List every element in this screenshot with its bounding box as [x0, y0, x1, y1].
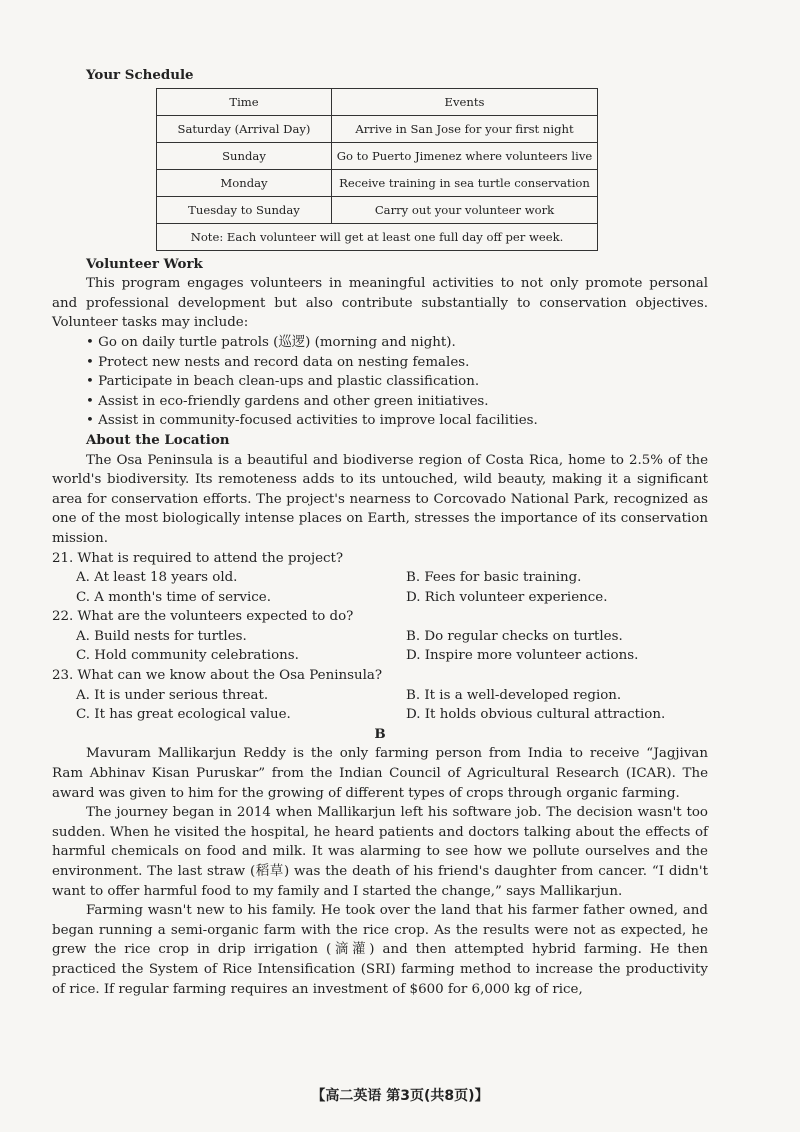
time-cell: Tuesday to Sunday — [157, 196, 332, 223]
time-cell: Saturday (Arrival Day) — [157, 115, 332, 142]
passage-paragraph: Farming wasn't new to his family. He took over the land that his farmer father owned, and began running a semi-organic farm with the rice crop. As the results were not as expected, he grew the rice crop in drip irrigation (滴灌) and then attempted hybrid farming. He then practiced the System of Rice Intensification (SRI) farming method to increase the productivity of rice. If regular farming requires an investment of $600 for 6,000 kg of rice, — [52, 903, 708, 997]
list-item: • Go on daily turtle patrols (巡逻) (morning and night). — [86, 333, 708, 353]
option-a: A. Build nests for turtles. — [76, 628, 247, 644]
option-d: D. Inspire more volunteer actions. — [406, 648, 639, 664]
volunteer-work-heading: Volunteer Work — [86, 255, 203, 272]
tasks-lead: Volunteer tasks may include: — [52, 315, 249, 331]
intro-text: This program engages volunteers in meaningful activities to not only promote personal and professional development but also contribute substantially to conservation objectives. — [52, 276, 708, 311]
list-item: • Participate in beach clean-ups and plastic classification. — [86, 372, 708, 392]
table-row — [157, 142, 598, 169]
table-row — [157, 169, 598, 196]
table-note-row — [157, 223, 598, 250]
event-cell: Go to Puerto Jimenez where volunteers live — [332, 142, 598, 169]
option-c: C. Hold community celebrations. — [76, 648, 299, 664]
event-cell: Carry out your volunteer work — [332, 196, 598, 223]
option-b: B. Fees for basic training. — [406, 570, 582, 586]
volunteer-work-intro — [52, 274, 708, 333]
schedule-heading: Your Schedule — [86, 67, 194, 83]
table-row — [157, 115, 598, 142]
task-list — [52, 333, 708, 431]
passage-paragraph: The journey began in 2014 when Mallikarjun left his software job. The decision wasn't too sudden. When he visited the hospital, he heard patients and doctors talking about the effects of harmful chemicals on food and milk. It was alarming to see how we pollute ourselves and the environment. The last straw (稻草) was the death of his friend's daughter from cancer. “I didn't want to offer harmful food to my family and I started the change,” says Mallikarjun. — [52, 805, 708, 899]
option-c: C. It has great ecological value. — [76, 707, 291, 723]
question-stem: 23. What can we know about the Osa Peninsula? — [52, 668, 383, 684]
event-cell: Receive training in sea turtle conservation — [332, 169, 598, 196]
option-a: A. It is under serious threat. — [76, 687, 269, 703]
option-d: D. Rich volunteer experience. — [406, 589, 608, 605]
location-heading: About the Location — [86, 431, 230, 448]
list-item: • Assist in community-focused activities to improve local facilities. — [86, 411, 708, 431]
question-22 — [52, 607, 708, 666]
list-item: • Assist in eco-friendly gardens and other green initiatives. — [86, 392, 708, 412]
question-23 — [52, 666, 708, 725]
option-b: B. Do regular checks on turtles. — [406, 628, 623, 644]
options — [76, 568, 708, 607]
page-content — [52, 66, 708, 999]
passage-paragraph: Mavuram Mallikarjun Reddy is the only farming person from India to receive “Jagjivan Ram Abhinav Kisan Puruskar” from the Indian Council of Agricultural Research (ICAR). The award was given to him for the growing of different types of crops through organic farming. — [52, 746, 708, 801]
page-footer: 【高二英语 第3页(共8页)】 — [311, 1088, 489, 1104]
time-cell: Monday — [157, 169, 332, 196]
option-a: A. At least 18 years old. — [76, 570, 238, 586]
option-b: B. It is a well-developed region. — [406, 687, 622, 703]
question-stem: 22. What are the volunteers expected to do? — [52, 609, 354, 625]
question-stem: 21. What is required to attend the project? — [52, 550, 344, 566]
time-cell: Sunday — [157, 142, 332, 169]
location-text: The Osa Peninsula is a beautiful and biodiverse region of Costa Rica, home to 2.5% of the world's biodiversity. Its remoteness adds to its untouched, wild beauty, making it a significant area for conservation efforts. The project's nearness to Corcovado National Park, recognized as one of the most biologically intense places on Earth, stresses the importance of its conservation mission. — [52, 452, 708, 546]
column-header-events: Events — [332, 88, 598, 115]
table-header-row — [157, 88, 598, 115]
options — [76, 627, 708, 666]
section-b-label: B — [374, 725, 386, 742]
table-row — [157, 196, 598, 223]
list-item: • Protect new nests and record data on nesting females. — [86, 353, 708, 373]
question-21 — [52, 549, 708, 608]
schedule-table — [156, 88, 598, 251]
event-cell: Arrive in San Jose for your first night — [332, 115, 598, 142]
options — [76, 686, 708, 725]
option-d: D. It holds obvious cultural attraction. — [406, 707, 666, 723]
schedule-note: Note: Each volunteer will get at least one full day off per week. — [157, 223, 598, 250]
option-c: C. A month's time of service. — [76, 589, 271, 605]
column-header-time: Time — [157, 88, 332, 115]
